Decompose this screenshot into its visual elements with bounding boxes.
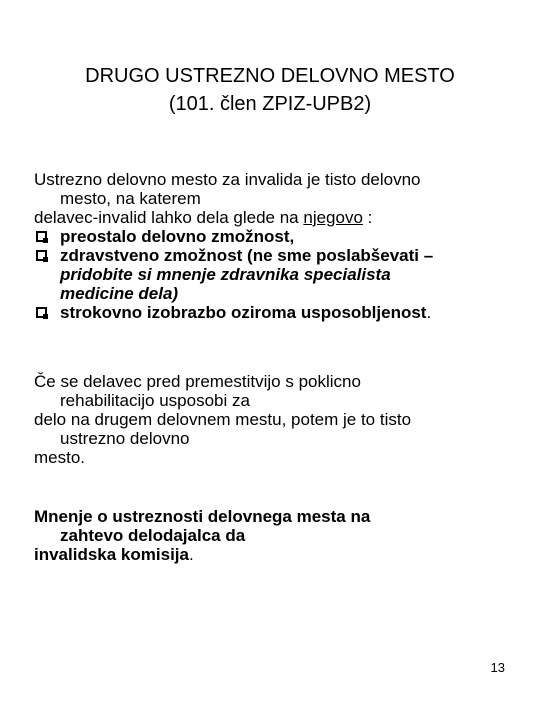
bullet-item	[34, 227, 514, 246]
bullet-item	[34, 246, 514, 265]
p1-line-3-colon: :	[362, 208, 373, 227]
checkbox-bullet-icon	[36, 250, 47, 261]
p3-line-1: Mnenje o ustreznosti delovnega mesta na	[34, 507, 371, 526]
p2-line-3: delo na drugem delovnem mestu, potem je to tisto	[34, 410, 412, 429]
underlined-word: njegovo	[303, 208, 363, 227]
title-line-2: (101. člen ZPIZ-UPB2)	[168, 93, 372, 115]
p2-line-2: rehabilitacijo usposobi za	[60, 391, 250, 410]
p1-line-3	[34, 208, 514, 227]
title-line-1: DRUGO USTREZNO DELOVNO MESTO	[85, 65, 455, 87]
paragraph-rehabilitation	[34, 372, 514, 467]
bullet-text: strokovno izobrazbo oziroma usposobljenost	[60, 303, 427, 322]
paragraph-definition	[34, 170, 514, 322]
bullet-text: preostalo delovno zmožnost,	[60, 227, 295, 246]
bullet-italic-line-2: medicine dela)	[60, 284, 179, 303]
p1-line-3-text: delavec-invalid lahko dela glede na	[34, 208, 304, 227]
checkbox-bullet-icon	[36, 307, 47, 318]
p1-line-2: mesto, na katerem	[60, 189, 201, 208]
p3-line-3-bold: invalidska komisija	[34, 545, 189, 564]
bullet-italic-line-1: pridobite si mnenje zdravnika specialista	[60, 265, 391, 284]
slide-title	[0, 62, 540, 118]
p3-line-3	[34, 545, 514, 564]
bullet-text: zdravstveno zmožnost (ne sme poslabševati –	[60, 246, 434, 265]
p2-line-4: ustrezno delovno	[60, 429, 190, 448]
p3-line-2: zahtevo delodajalca da	[60, 526, 246, 545]
page-number: 13	[490, 660, 505, 675]
checkbox-bullet-icon	[36, 231, 47, 242]
paragraph-commission	[34, 507, 514, 564]
bullet-period: .	[426, 303, 432, 322]
bullet-item	[34, 303, 514, 322]
p2-line-5: mesto.	[34, 448, 86, 467]
p2-line-1: Če se delavec pred premestitvijo s poklicno	[34, 372, 361, 391]
p1-line-1: Ustrezno delovno mesto za invalida je tisto delovno	[34, 170, 421, 189]
p3-line-3-period: .	[188, 545, 194, 564]
